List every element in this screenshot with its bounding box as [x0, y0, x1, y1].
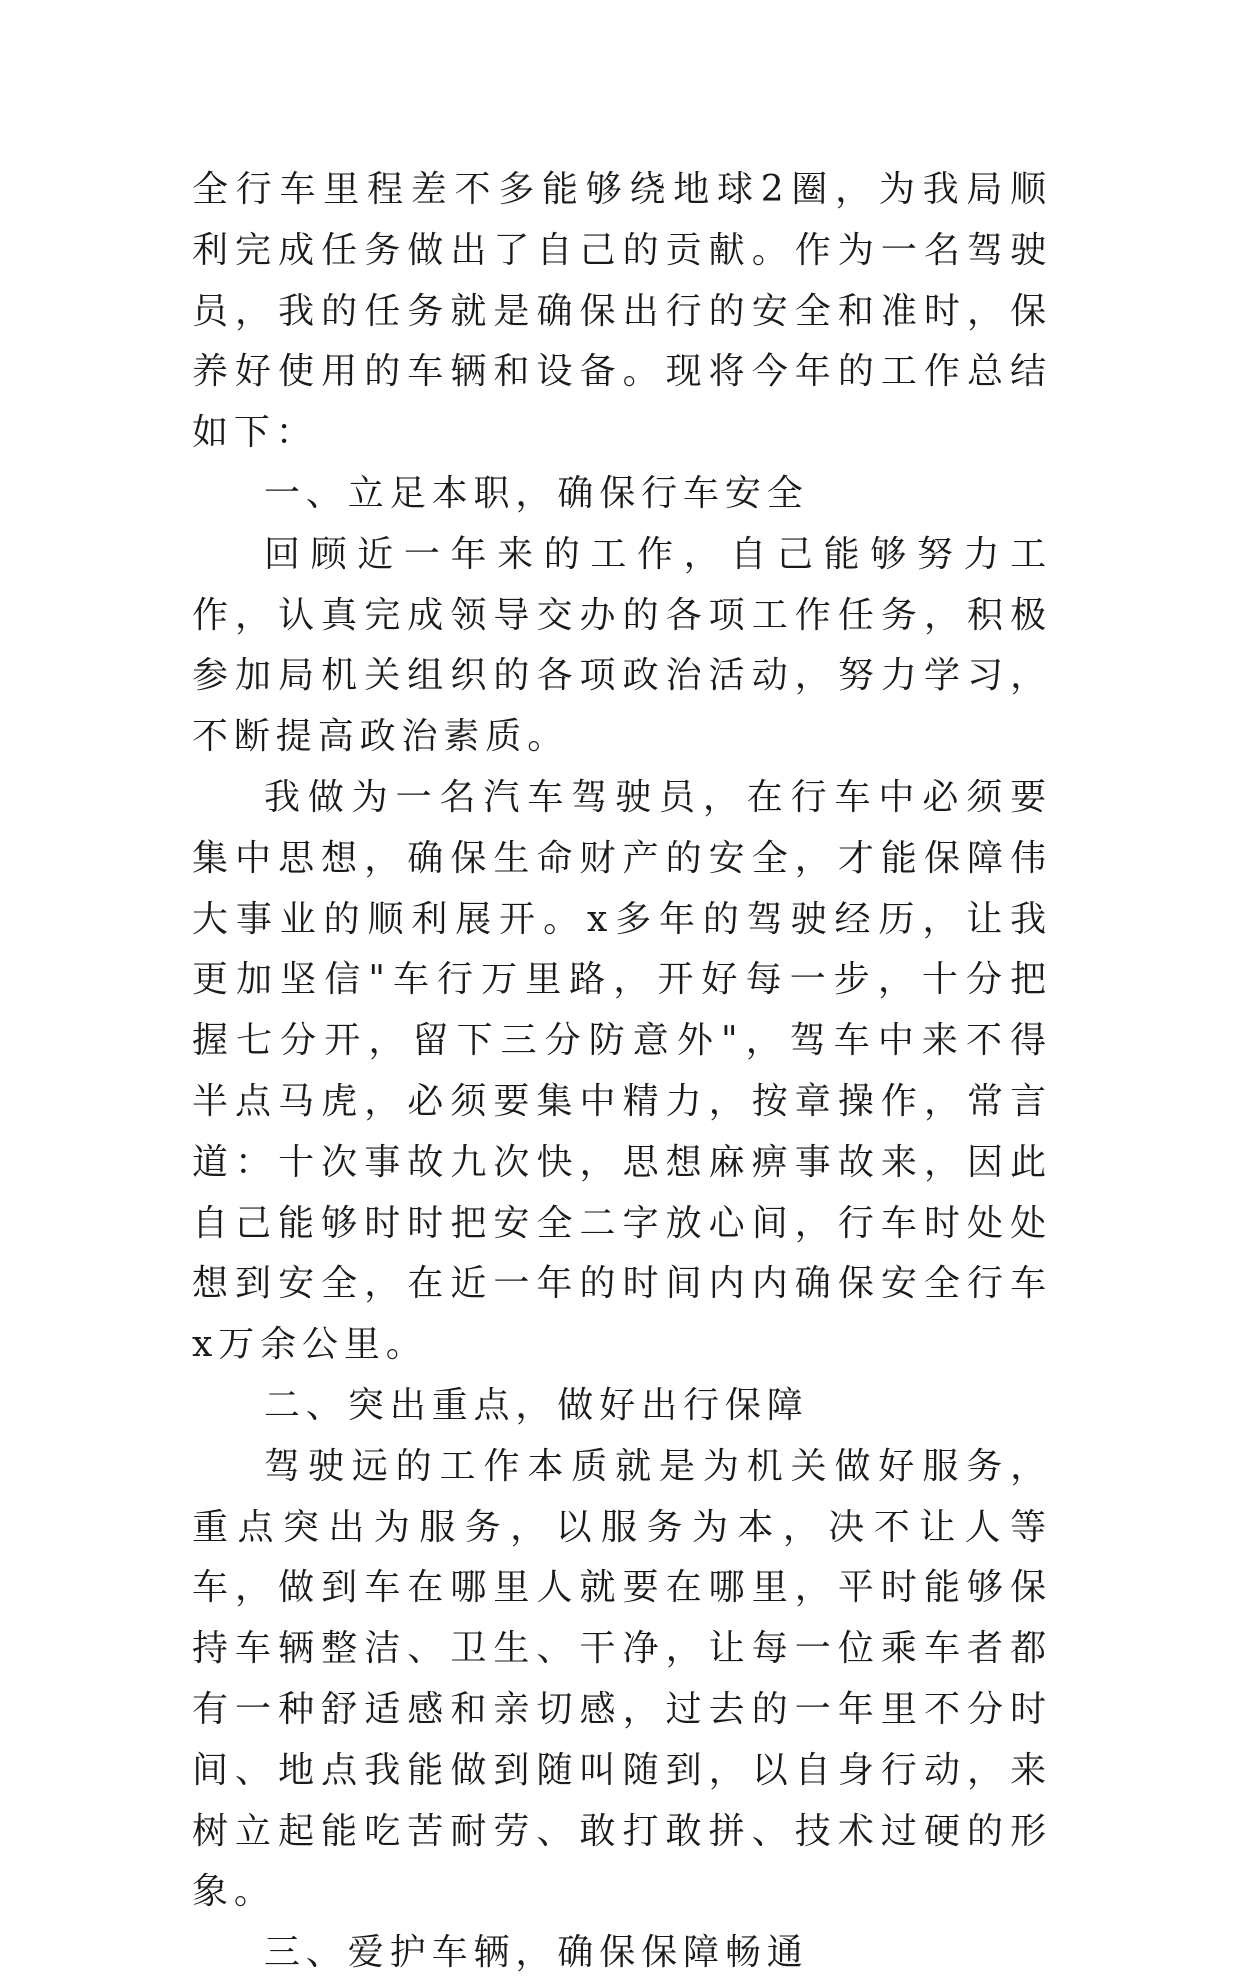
paragraph-safety: 我做为一名汽车驾驶员，在行车中必须要集中思想，确保生命财产的安全，才能保障伟大事业的顺利展开。x多年的驾驶经历，让我更加坚信"车行万里路，开好每一步，十分把握七分开，留下三分防意外"，驾车中来不得半点马虎，必须要集中精力，按章操作，常言道：十次事故九次快，思想麻痹事故来，因此自己能够时时把安全二字放心间，行车时处处想到安全，在近一年的时间内内确保安全行车x万余公里。 — [192, 776, 1052, 1366]
paragraph-intro: 全行车里程差不多能够绕地球2圈，为我局顺利完成任务做出了自己的贡献。作为一名驾驶员，我的任务就是确保出行的安全和准时，保养好使用的车辆和设备。现将今年的工作总结如下： — [192, 169, 1052, 454]
heading-section-2: 二、突出重点，做好出行保障 — [264, 1384, 809, 1426]
heading-section-3: 三、爱护车辆，确保保障畅通 — [264, 1932, 809, 1974]
paragraph-service: 驾驶远的工作本质就是为机关做好服务，重点突出为服务，以服务为本，决不让人等车，做到车在哪里人就要在哪里，平时能够保持车辆整洁、卫生、干净，让每一位乘车者都有一种舒适感和亲切感，过去的一年里不分时间、地点我能做到随叫随到，以自身行动，来树立起能吃苦耐劳、敢打敢拼、技术过硬的形象。 — [192, 1445, 1052, 1913]
paragraph-review: 回顾近一年来的工作，自己能够努力工作，认真完成领导交办的各项工作任务，积极参加局机关组织的各项政治活动，努力学习，不断提高政治素质。 — [192, 533, 1052, 758]
heading-section-1: 一、立足本职，确保行车安全 — [264, 472, 809, 514]
document-body — [192, 160, 1052, 1984]
